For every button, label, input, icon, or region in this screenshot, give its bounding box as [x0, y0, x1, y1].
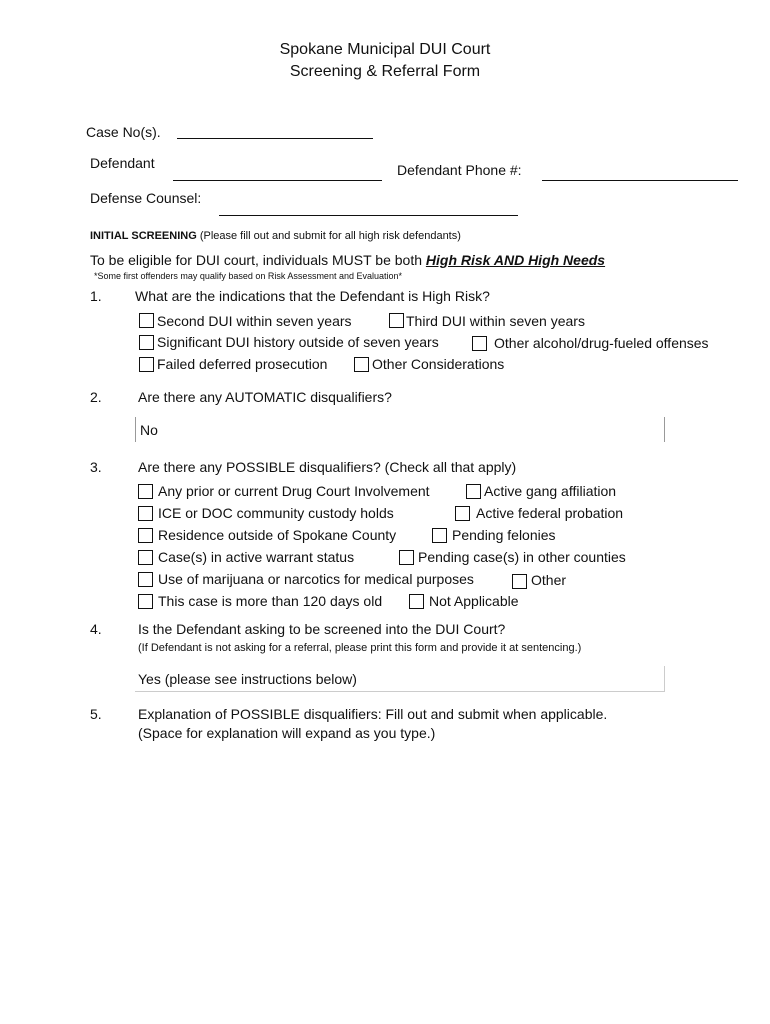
q5-text: Explanation of POSSIBLE disqualifiers: Fill out and submit when applicable. [138, 706, 608, 722]
q3-text: Are there any POSSIBLE disqualifiers? (Check all that apply) [138, 459, 517, 475]
defense-counsel-label: Defense Counsel: [90, 190, 202, 206]
pending-other-counties-checkbox[interactable] [399, 550, 414, 565]
other-alcohol-label: Other alcohol/drug-fueled offenses [494, 335, 709, 351]
case-no-field[interactable] [177, 138, 373, 139]
ice-doc-label: ICE or DOC community custody holds [158, 505, 394, 521]
defense-counsel-field[interactable] [219, 215, 518, 216]
residence-label: Residence outside of Spokane County [158, 527, 397, 543]
screening-request-select[interactable] [135, 666, 665, 692]
q5-number: 5. [90, 706, 102, 722]
medical-marijuana-label: Use of marijuana or narcotics for medical purposes [158, 571, 474, 587]
third-dui-label: Third DUI within seven years [406, 313, 585, 329]
q4-number: 4. [90, 621, 102, 637]
drug-court-label: Any prior or current Drug Court Involvement [158, 483, 430, 499]
form-title-line1: Spokane Municipal DUI Court [279, 41, 491, 58]
eligibility-text: To be eligible for DUI court, individuals MUST be both [90, 252, 423, 268]
automatic-disqualifiers-value: No [140, 422, 158, 438]
gang-affiliation-label: Active gang affiliation [484, 483, 617, 499]
over-120-days-label: This case is more than 120 days old [158, 593, 383, 609]
q2-text: Are there any AUTOMATIC disqualifiers? [138, 389, 392, 405]
significant-history-label: Significant DUI history outside of seven years [157, 334, 439, 350]
case-no-label: Case No(s). [86, 124, 161, 140]
drug-court-checkbox[interactable] [138, 484, 153, 499]
defendant-field[interactable] [173, 180, 382, 181]
warrant-status-checkbox[interactable] [138, 550, 153, 565]
second-dui-label: Second DUI within seven years [157, 313, 352, 329]
federal-probation-checkbox[interactable] [455, 506, 470, 521]
other-considerations-label: Other Considerations [372, 356, 505, 372]
q1-text: What are the indications that the Defendant is High Risk? [135, 288, 490, 304]
pending-felonies-label: Pending felonies [452, 527, 556, 543]
other-disqualifier-label: Other [531, 572, 567, 588]
q5-subtext: (Space for explanation will expand as you type.) [138, 725, 436, 741]
residence-checkbox[interactable] [138, 528, 153, 543]
second-dui-checkbox[interactable] [139, 313, 154, 328]
screening-request-value: Yes (please see instructions below) [138, 671, 357, 687]
other-alcohol-checkbox[interactable] [472, 336, 487, 351]
failed-deferred-label: Failed deferred prosecution [157, 356, 328, 372]
pending-felonies-checkbox[interactable] [432, 528, 447, 543]
not-applicable-checkbox[interactable] [409, 594, 424, 609]
q4-subtext: (If Defendant is not asking for a referral, please print this form and provide it at sentencing.) [138, 642, 582, 654]
q4-text: Is the Defendant asking to be screened into the DUI Court? [138, 621, 506, 637]
automatic-disqualifiers-field[interactable] [135, 417, 665, 442]
initial-screening-heading [90, 230, 461, 242]
explanation-field[interactable] [135, 745, 665, 785]
gang-affiliation-checkbox[interactable] [466, 484, 481, 499]
federal-probation-label: Active federal probation [476, 505, 624, 521]
initial-screening-rest: (Please fill out and submit for all high risk defendants) [199, 230, 461, 242]
not-applicable-label: Not Applicable [429, 593, 519, 609]
form-title-line2: Screening & Referral Form [289, 63, 481, 80]
eligibility-emphasis: High Risk AND High Needs [425, 252, 606, 268]
defendant-phone-field[interactable] [542, 180, 738, 181]
other-considerations-checkbox[interactable] [354, 357, 369, 372]
failed-deferred-checkbox[interactable] [139, 357, 154, 372]
significant-history-checkbox[interactable] [139, 335, 154, 350]
eligibility-statement [90, 252, 605, 268]
pending-other-counties-label: Pending case(s) in other counties [418, 549, 626, 565]
other-disqualifier-checkbox[interactable] [512, 574, 527, 589]
q1-number: 1. [90, 288, 102, 304]
first-offender-note: *Some first offenders may qualify based on Risk Assessment and Evaluation* [94, 271, 402, 281]
medical-marijuana-checkbox[interactable] [138, 572, 153, 587]
defendant-phone-label: Defendant Phone #: [397, 162, 522, 178]
over-120-days-checkbox[interactable] [138, 594, 153, 609]
ice-doc-checkbox[interactable] [138, 506, 153, 521]
third-dui-checkbox[interactable] [389, 313, 404, 328]
warrant-status-label: Case(s) in active warrant status [158, 549, 355, 565]
q3-number: 3. [90, 459, 102, 475]
initial-screening-bold: INITIAL SCREENING [90, 230, 197, 242]
q2-number: 2. [90, 389, 102, 405]
defendant-label: Defendant [90, 155, 155, 171]
